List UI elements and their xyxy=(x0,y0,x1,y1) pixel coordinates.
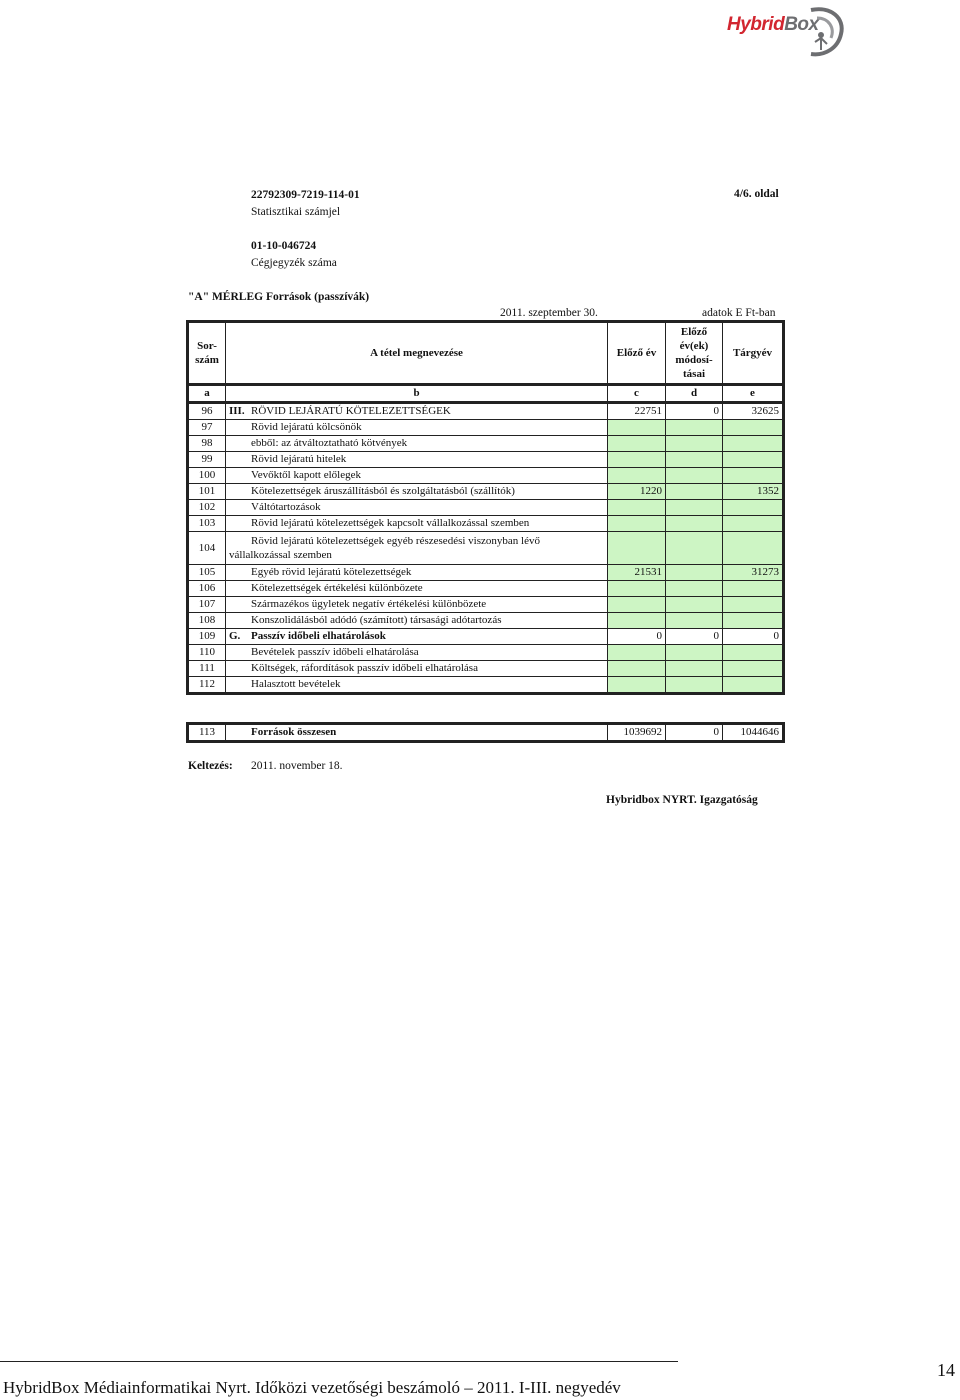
table-header-row xyxy=(188,322,784,385)
row-modifications xyxy=(666,500,723,516)
row-modifications xyxy=(666,581,723,597)
row-item-name xyxy=(226,629,608,645)
row-previous-year: 0 xyxy=(608,629,666,645)
statistical-code: 22792309-7219-114-01 xyxy=(251,189,360,201)
page-number: 14 xyxy=(937,1360,955,1380)
company-registration-label: Cégjegyzék száma xyxy=(251,257,337,269)
row-number: 97 xyxy=(188,420,226,436)
company-registration-number: 01-10-046724 xyxy=(251,240,317,252)
total-current-year: 1044646 xyxy=(723,724,784,742)
row-current-year xyxy=(723,613,784,629)
row-previous-year: 22751 xyxy=(608,403,666,420)
row-previous-year xyxy=(608,581,666,597)
row-modifications xyxy=(666,436,723,452)
footer-divider xyxy=(0,1361,678,1362)
row-item-label: Vevőktől kapott előlegek xyxy=(251,469,361,481)
row-item-name xyxy=(226,645,608,661)
row-current-year xyxy=(723,452,784,468)
row-item-label: Passzív időbeli elhatárolások xyxy=(251,630,386,642)
row-item-label: RÖVID LEJÁRATÚ KÖTELEZETTSÉGEK xyxy=(251,405,451,417)
logo-text: HybridBox xyxy=(727,14,819,35)
row-number: 107 xyxy=(188,597,226,613)
row-item-name xyxy=(226,677,608,694)
total-modifications: 0 xyxy=(666,724,723,742)
row-section: G. xyxy=(229,630,241,642)
header-modifications: Előző év(ek) módosí-tásai xyxy=(666,322,723,385)
company-logo xyxy=(725,4,850,60)
row-item-name xyxy=(226,436,608,452)
signer: Hybridbox NYRT. Igazgatóság xyxy=(606,794,758,806)
row-previous-year xyxy=(608,420,666,436)
row-previous-year: 21531 xyxy=(608,565,666,581)
row-item-label: Egyéb rövid lejáratú kötelezettségek xyxy=(251,566,412,578)
row-item-label: Származékos ügyletek negatív értékelési különbözete xyxy=(251,598,487,610)
table-row xyxy=(188,677,784,694)
letter-c: c xyxy=(608,385,666,403)
row-current-year xyxy=(723,436,784,452)
row-item-name xyxy=(226,661,608,677)
row-number: 99 xyxy=(188,452,226,468)
row-modifications: 0 xyxy=(666,629,723,645)
row-number: 108 xyxy=(188,613,226,629)
row-current-year xyxy=(723,468,784,484)
row-item-name xyxy=(226,484,608,500)
row-item-name xyxy=(226,613,608,629)
row-current-year xyxy=(723,581,784,597)
row-item-name xyxy=(226,452,608,468)
row-item-label: Kötelezettségek értékelési különbözete xyxy=(251,582,423,594)
row-previous-year xyxy=(608,645,666,661)
statistical-code-label: Statisztikai számjel xyxy=(251,206,341,218)
row-item-label: Halasztott bevételek xyxy=(251,678,341,690)
row-item-name xyxy=(226,581,608,597)
row-current-year: 1352 xyxy=(723,484,784,500)
row-previous-year xyxy=(608,516,666,532)
table-row xyxy=(188,420,784,436)
row-item-label: Bevételek passzív időbeli elhatárolása xyxy=(251,646,419,658)
row-current-year xyxy=(723,516,784,532)
table-row xyxy=(188,403,784,420)
row-current-year xyxy=(723,532,784,565)
header-row-number: Sor-szám xyxy=(188,322,226,385)
row-number: 110 xyxy=(188,645,226,661)
row-previous-year xyxy=(608,677,666,694)
report-date: 2011. szeptember 30. xyxy=(500,307,598,319)
row-item-label: Rövid lejáratú hitelek xyxy=(251,453,347,465)
letter-e: e xyxy=(723,385,784,403)
table-row xyxy=(188,581,784,597)
table-row xyxy=(188,436,784,452)
row-item-name xyxy=(226,403,608,420)
table-row xyxy=(188,500,784,516)
table-row xyxy=(188,597,784,613)
row-section: III. xyxy=(229,405,245,417)
row-modifications xyxy=(666,645,723,661)
row-previous-year xyxy=(608,468,666,484)
table-row xyxy=(188,661,784,677)
table-row xyxy=(188,532,784,565)
total-row xyxy=(188,724,784,742)
letter-a: a xyxy=(188,385,226,403)
row-item-label: ebből: az átváltoztatható kötvények xyxy=(251,437,408,449)
row-modifications: 0 xyxy=(666,403,723,420)
row-modifications xyxy=(666,452,723,468)
date-value: 2011. november 18. xyxy=(251,760,343,772)
table-row xyxy=(188,516,784,532)
total-row-name: Források összesen xyxy=(226,724,608,742)
row-modifications xyxy=(666,484,723,500)
balance-sheet-title: "A" MÉRLEG Források (passzívák) xyxy=(188,291,370,303)
row-modifications xyxy=(666,532,723,565)
row-number: 109 xyxy=(188,629,226,645)
row-item-label: Rövid lejáratú kötelezettségek kapcsolt vállalkozással szemben xyxy=(251,517,530,529)
row-previous-year xyxy=(608,661,666,677)
row-number: 105 xyxy=(188,565,226,581)
row-item-name xyxy=(226,565,608,581)
letter-d: d xyxy=(666,385,723,403)
row-current-year xyxy=(723,597,784,613)
row-modifications xyxy=(666,661,723,677)
footer-text: HybridBox Médiainformatikai Nyrt. Időközi vezetőségi beszámoló – 2011. I-III. negyedév xyxy=(3,1378,621,1397)
header-previous-year: Előző év xyxy=(608,322,666,385)
table-row xyxy=(188,565,784,581)
row-previous-year xyxy=(608,452,666,468)
row-item-name xyxy=(226,532,608,565)
row-number: 111 xyxy=(188,661,226,677)
row-current-year: 32625 xyxy=(723,403,784,420)
row-number: 104 xyxy=(188,532,226,565)
row-item-name xyxy=(226,500,608,516)
header-item-name: A tétel megnevezése xyxy=(226,322,608,385)
row-current-year: 31273 xyxy=(723,565,784,581)
table-row xyxy=(188,645,784,661)
row-item-name xyxy=(226,516,608,532)
row-previous-year xyxy=(608,500,666,516)
row-item-name xyxy=(226,420,608,436)
logo-swoosh-icon xyxy=(781,4,847,60)
row-number: 106 xyxy=(188,581,226,597)
row-number: 96 xyxy=(188,403,226,420)
row-number: 98 xyxy=(188,436,226,452)
row-number: 102 xyxy=(188,500,226,516)
row-modifications xyxy=(666,677,723,694)
row-previous-year: 1220 xyxy=(608,484,666,500)
row-item-label: Konszolidálásból adódó (számított) társasági adótartozás xyxy=(251,614,502,626)
row-modifications xyxy=(666,597,723,613)
table-row xyxy=(188,629,784,645)
table-row xyxy=(188,452,784,468)
date-label: Keltezés: xyxy=(188,760,233,772)
row-previous-year xyxy=(608,532,666,565)
row-item-name xyxy=(226,597,608,613)
row-modifications xyxy=(666,468,723,484)
row-item-label: Váltótartozások xyxy=(251,501,321,513)
row-modifications xyxy=(666,565,723,581)
row-number: 103 xyxy=(188,516,226,532)
row-item-label: Kötelezettségek áruszállításból és szolgáltatásból (szállítók) xyxy=(251,485,515,497)
total-previous-year: 1039692 xyxy=(608,724,666,742)
liabilities-table xyxy=(186,320,785,695)
row-modifications xyxy=(666,420,723,436)
table-row xyxy=(188,613,784,629)
row-number: 112 xyxy=(188,677,226,694)
total-table xyxy=(186,722,785,743)
column-letter-row xyxy=(188,385,784,403)
row-previous-year xyxy=(608,436,666,452)
unit-label: adatok E Ft-ban xyxy=(702,307,776,319)
table-row xyxy=(188,468,784,484)
header-current-year: Tárgyév xyxy=(723,322,784,385)
total-row-number: 113 xyxy=(188,724,226,742)
row-item-label: Rövid lejáratú kötelezettségek egyéb részesedési viszonyban lévő vállalkozással szemben xyxy=(229,535,540,561)
row-number: 100 xyxy=(188,468,226,484)
row-previous-year xyxy=(608,597,666,613)
row-item-label: Rövid lejáratú kölcsönök xyxy=(251,421,362,433)
row-item-name xyxy=(226,468,608,484)
row-current-year xyxy=(723,420,784,436)
page-reference: 4/6. oldal xyxy=(734,188,779,200)
row-current-year xyxy=(723,677,784,694)
row-previous-year xyxy=(608,613,666,629)
row-modifications xyxy=(666,613,723,629)
row-current-year xyxy=(723,645,784,661)
row-modifications xyxy=(666,516,723,532)
row-number: 101 xyxy=(188,484,226,500)
row-item-label: Költségek, ráfordítások passzív időbeli elhatárolása xyxy=(251,662,478,674)
table-row xyxy=(188,484,784,500)
row-current-year: 0 xyxy=(723,629,784,645)
row-current-year xyxy=(723,661,784,677)
letter-b: b xyxy=(226,385,608,403)
row-current-year xyxy=(723,500,784,516)
